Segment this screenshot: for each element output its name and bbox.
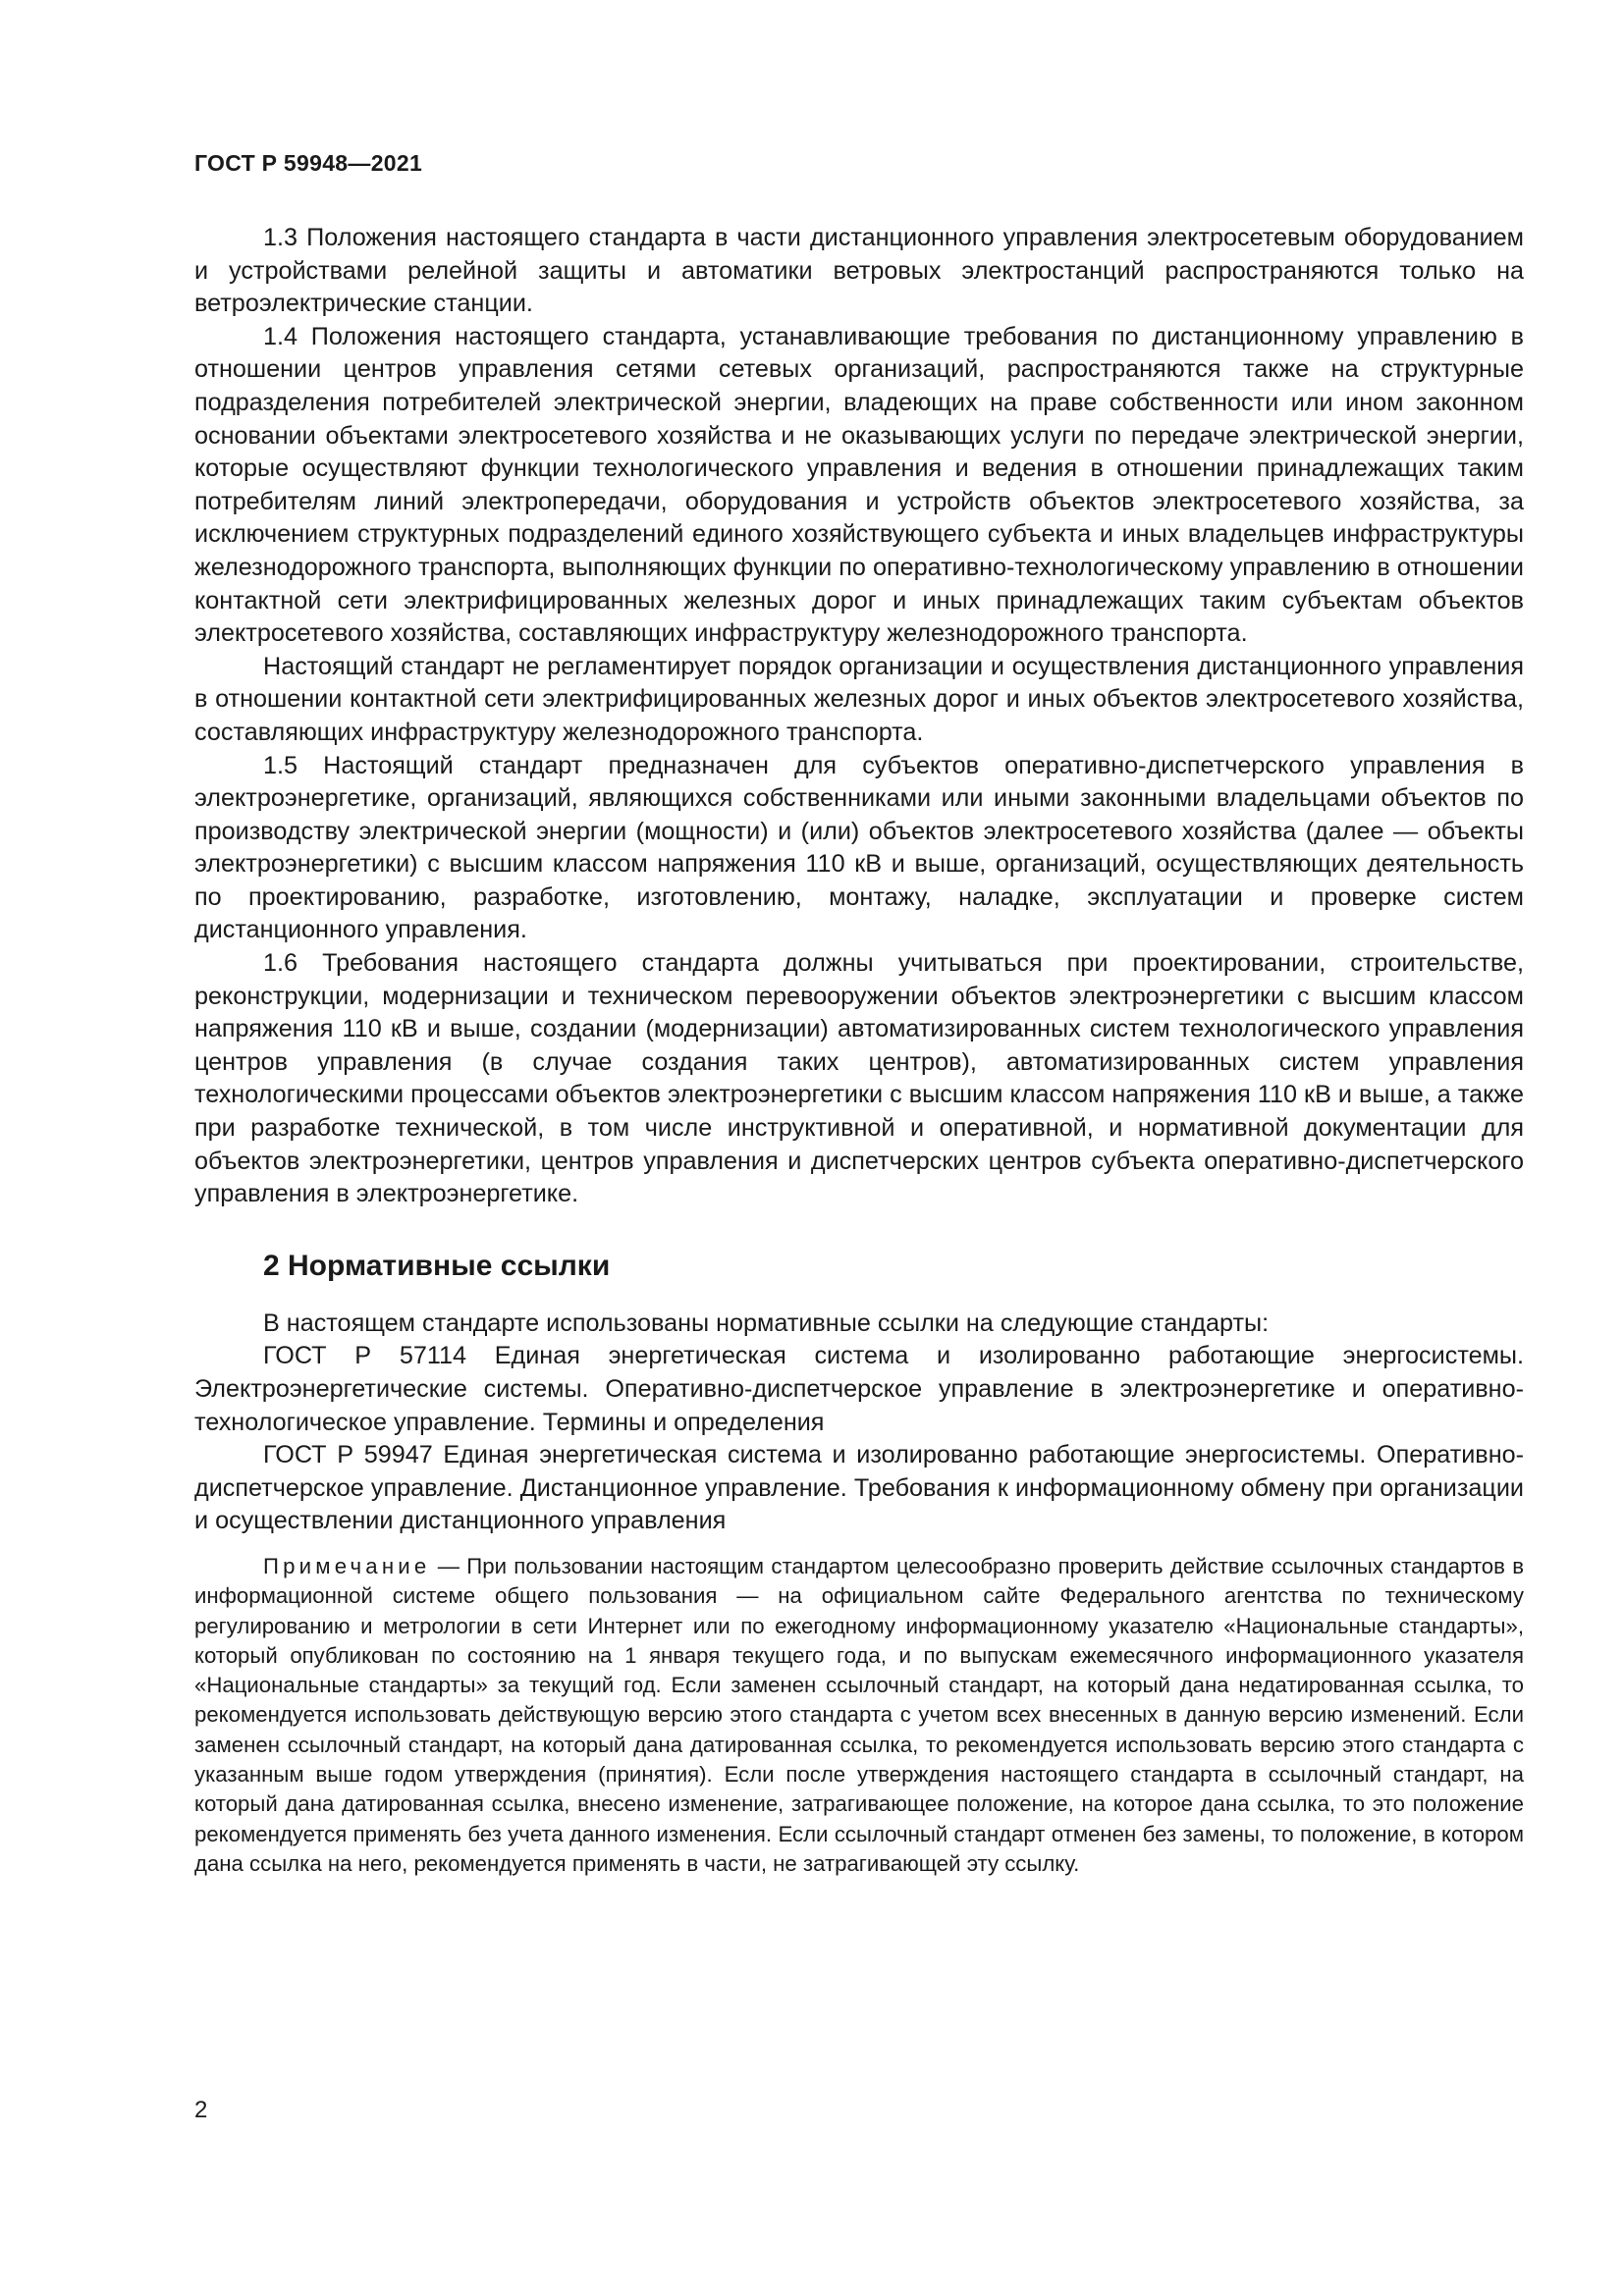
clause-1-4: 1.4 Положения настоящего стандарта, устанавливающие требования по дистанционному управлению в отношении центров управления сетями сетевых организаций, распространяются также на структурные подразделения потребителей электрической энергии, владеющих на праве собственности или ином законном основании объектами электросетевого хозяйства и не оказывающих услуги по передаче электрической энергии, которые осуществляют функции технологического управления и ведения в отношении принадлежащих таким потребителям линий электропередачи, оборудования и устройств объектов электросетевого хозяйства, за исключением структурных подразделений единого хозяйствующего субъекта и иных владельцев инфраструктуры железнодорожного транспорта, выполняющих функции по оперативно-технологическому управлению в отношении контактной сети электрифицированных железных дорог и иных принадлежащих таким субъектам объектов электросетевого хозяйства, составляющих инфраструктуру железнодорожного транспорта. (194, 322, 1524, 648)
clause-1-5: 1.5 Настоящий стандарт предназначен для субъектов оперативно-диспетчерского управления в электроэнергетике, организаций, являющихся собственниками или иными законными владельцами объектов по производству электрической энергии (мощности) и (или) объектов электросетевого хозяйства (далее — объекты электроэнергетики) с высшим классом напряжения 110 кВ и выше, организаций, осуществляющих деятельность по проектированию, разработке, изготовлению, монтажу, наладке, эксплуатации и проверке систем дистанционного управления. (194, 751, 1524, 944)
clause-1-3: 1.3 Положения настоящего стандарта в части дистанционного управления электросетевым оборудованием и устройствами релейной защиты и автоматики ветровых электростанций распространяются только на ветроэлектрические станции. (194, 224, 1524, 318)
page-number: 2 (194, 2097, 208, 2123)
page-content (194, 222, 1524, 1879)
reference-gost-57114: ГОСТ Р 57114 Единая энергетическая система и изолированно работающие энергосистемы. Электроэнергетические системы. Оперативно-диспетчерское управление в электроэнергетике и оперативно-технологическое управление. Термины и определения (194, 1342, 1524, 1436)
note-label: Примечание (263, 1553, 431, 1578)
running-header: ГОСТ Р 59948—2021 (194, 150, 423, 176)
clause-1-4-continuation: Настоящий стандарт не регламентирует порядок организации и осуществления дистанционного управления в отношении контактной сети электрифицированных железных дорог и иных объектов электросетевого хозяйства, составляющих инфраструктуру железнодорожного транспорта. (194, 652, 1524, 746)
clause-1-6: 1.6 Требования настоящего стандарта должны учитываться при проектировании, строительстве, реконструкции, модернизации и техническом перевооружении объектов электроэнергетики с высшим классом напряжения 110 кВ и выше, создании (модернизации) автоматизированных систем технологического управления центров управления (в случае создания таких центров), автоматизированных систем управления технологическими процессами объектов электроэнергетики с высшим классом напряжения 110 кВ и выше, а также при разработке технической, в том числе инструктивной и оперативной, и нормативной документации для объектов электроэнергетики, центров управления и диспетчерских центров субъекта оперативно-диспетчерского управления в электроэнергетике. (194, 949, 1524, 1208)
reference-gost-59947: ГОСТ Р 59947 Единая энергетическая система и изолированно работающие энергосистемы. Оперативно-диспетчерское управление. Дистанционное управление. Требования к информационному обмену при организации и осуществлении дистанционного управления (194, 1441, 1524, 1535)
note-block (194, 1552, 1524, 1879)
references-intro: В настоящем стандарте использованы нормативные ссылки на следующие стандарты: (263, 1308, 1270, 1337)
section-heading-normative-references: 2 Нормативные ссылки (263, 1249, 611, 1282)
note-text: — При пользовании настоящим стандартом целесообразно проверить действие ссылочных стандартов в информационной системе общего пользования — на официальном сайте Федерального агентства по техническому регулированию и метрологии в сети Интернет или по ежегодному информационному указателю «Национальные стандарты», который опубликован по состоянию на 1 января текущего года, и по выпускам ежемесячного информационного указателя «Национальные стандарты» за текущий год. Если заменен ссылочный стандарт, на который дана недатированная ссылка, то рекомендуется использовать действующую версию этого стандарта с учетом всех внесенных в данную версию изменений. Если заменен ссылочный стандарт, на который дана датированная ссылка, то рекомендуется использовать версию этого стандарта с указанным выше годом утверждения (принятия). Если после утверждения настоящего стандарта в ссылочный стандарт, на который дана датированная ссылка, внесено изменение, затрагивающее положение, на которое дана ссылка, то это положение рекомендуется применять без учета данного изменения. Если ссылочный стандарт отменен без замены, то положение, в котором дана ссылка на него, рекомендуется применять в части, не затрагивающей эту ссылку. (194, 1553, 1524, 1876)
